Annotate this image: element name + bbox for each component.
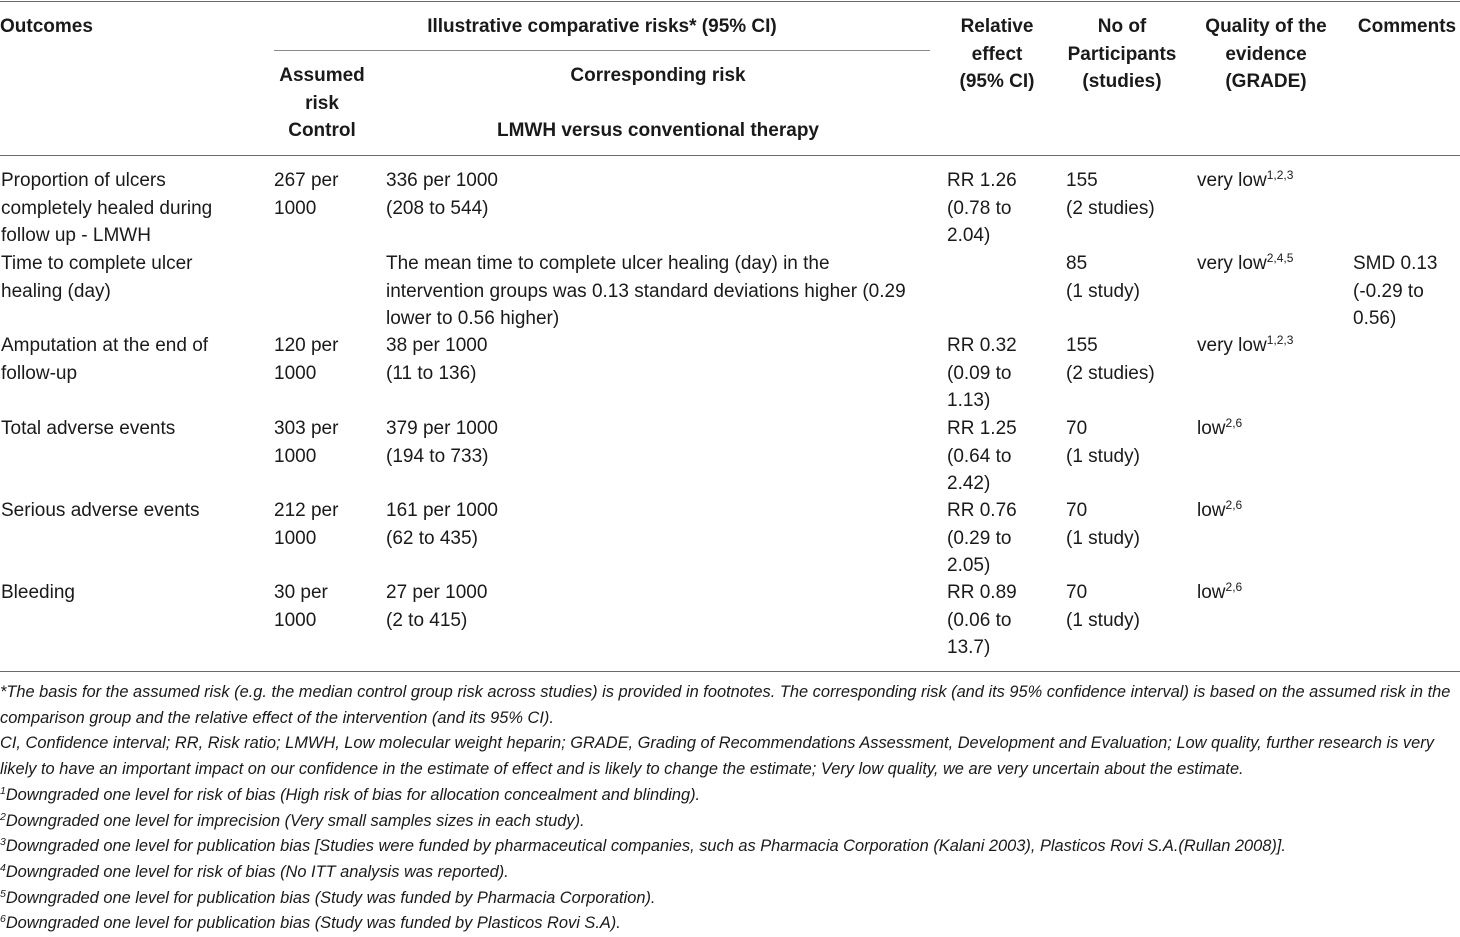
- cell-quality: [1197, 579, 1242, 607]
- quality-rating: very low: [1197, 170, 1267, 191]
- footnote-text: Downgraded one level for publication bias (Study was funded by Plasticos Rovi S.A).: [5, 914, 621, 933]
- cell-assumed-risk: 303 per 1000: [274, 418, 339, 467]
- footnote-item: [0, 860, 1460, 886]
- table-top-rule: [0, 1, 1460, 2]
- footnote-item: [0, 783, 1460, 809]
- cell-participants: 70 (1 study): [1066, 582, 1140, 631]
- cell-relative-effect: RR 0.89 (0.06 to 13.7): [947, 582, 1017, 658]
- footnote-text: Downgraded one level for risk of bias (No ITT analysis was reported).: [5, 862, 509, 881]
- footnote-item: [0, 911, 1460, 937]
- footnote-refs: 1,2,3: [1266, 333, 1294, 347]
- footnote-refs: 2,6: [1225, 498, 1243, 512]
- footnote-number: 4: [0, 861, 6, 874]
- cell-corresponding-risk: 336 per 1000 (208 to 544): [386, 170, 498, 219]
- cell-outcome: Total adverse events: [1, 418, 176, 439]
- header-illustrative-risks: Illustrative comparative risks* (95% CI): [427, 16, 777, 37]
- footnote-refs: 1,2,3: [1266, 168, 1294, 182]
- cell-quality: [1197, 415, 1242, 443]
- cell-quality: [1197, 250, 1293, 278]
- quality-rating: very low: [1197, 335, 1267, 356]
- table-bottom-rule: [0, 671, 1460, 672]
- footnote-number: 5: [0, 887, 6, 900]
- footnote-text: Downgraded one level for publication bias (Study was funded by Pharmacia Corporation).: [5, 888, 656, 907]
- cell-corresponding-risk: 38 per 1000 (11 to 136): [386, 335, 488, 384]
- header-comments: Comments: [1357, 16, 1457, 37]
- cell-relative-effect: RR 0.32 (0.09 to 1.13): [947, 335, 1017, 411]
- cell-corresponding-risk: 161 per 1000 (62 to 435): [386, 500, 498, 549]
- table-footnotes: [0, 680, 1460, 937]
- header-outcomes: Outcomes: [0, 16, 93, 37]
- header-quality: Quality of the evidence (GRADE): [1205, 16, 1327, 92]
- cell-quality: [1197, 332, 1293, 360]
- cell-outcome: Time to complete ulcer healing (day): [1, 253, 193, 302]
- footnote-number: 1: [0, 784, 6, 797]
- footnote-number: 3: [0, 836, 6, 849]
- cell-corresponding-risk: The mean time to complete ulcer healing (day) in the intervention groups was 0.13 standard deviations higher (0.29 lower to 0.56 higher): [386, 253, 906, 329]
- footnote-number: 2: [0, 810, 6, 823]
- quality-rating: low: [1197, 582, 1226, 603]
- cell-corresponding-risk: 379 per 1000 (194 to 733): [386, 418, 498, 467]
- footnote-text: Downgraded one level for risk of bias (High risk of bias for allocation concealment and blinding).: [5, 785, 701, 804]
- footnote-basis: *The basis for the assumed risk (e.g. the median control group risk across studies) is provided in footnotes. The corresponding risk (and its 95% confidence interval) is based on the assumed risk in the comparison group and the relative effect of the intervention (and its 95% CI).: [0, 683, 1451, 727]
- cell-outcome: Bleeding: [1, 582, 75, 603]
- header-comparison: LMWH versus conventional therapy: [496, 120, 819, 141]
- footnote-text: Downgraded one level for publication bias [Studies were funded by pharmaceutical companies, such as Pharmacia Corporation (Kalani 2003), Plasticos Rovi S.A.(Rullan 2008)].: [5, 837, 1286, 856]
- cell-assumed-risk: 120 per 1000: [274, 335, 339, 384]
- footnote-number: 6: [0, 913, 6, 926]
- footnote-abbreviations: CI, Confidence interval; RR, Risk ratio; LMWH, Low molecular weight heparin; GRADE, Grading of Recommendations Assessment, Development and Evaluation; Low quality, further research is very likely to have an important impact on our confidence in the estimate of effect and is likely to change the estimate; Very low quality, we are very uncertain about the estimate.: [0, 734, 1434, 779]
- cell-relative-effect: RR 0.76 (0.29 to 2.05): [947, 500, 1017, 576]
- footnote-refs: 2,4,5: [1266, 251, 1294, 265]
- cell-participants: 70 (1 study): [1066, 500, 1140, 549]
- header-relative-effect: Relative effect (95% CI): [959, 16, 1035, 92]
- footnote-text: Downgraded one level for imprecision (Very small samples sizes in each study).: [5, 811, 585, 830]
- cell-outcome: Proportion of ulcers completely healed during follow up - LMWH: [1, 170, 213, 246]
- footnote-refs: 2,6: [1225, 580, 1243, 594]
- cell-corresponding-risk: 27 per 1000 (2 to 415): [386, 582, 488, 631]
- header-corresponding-risk: Corresponding risk: [570, 65, 746, 86]
- cell-assumed-risk: 212 per 1000: [274, 500, 339, 549]
- header-assumed-risk: Assumed risk Control: [279, 65, 365, 141]
- quality-rating: low: [1197, 418, 1226, 439]
- footnote-item: [0, 886, 1460, 912]
- cell-outcome: Amputation at the end of follow-up: [1, 335, 209, 384]
- cell-assumed-risk: 267 per 1000: [274, 170, 339, 219]
- footnote-refs: 2,6: [1225, 416, 1243, 430]
- cell-quality: [1197, 167, 1293, 195]
- quality-rating: very low: [1197, 253, 1267, 274]
- column-group-rule: [274, 50, 930, 51]
- cell-participants: 85 (1 study): [1066, 253, 1140, 302]
- cell-comments: SMD 0.13 (-0.29 to 0.56): [1353, 253, 1438, 329]
- quality-rating: low: [1197, 500, 1226, 521]
- cell-participants: 155 (2 studies): [1066, 335, 1155, 384]
- cell-assumed-risk: 30 per 1000: [274, 582, 328, 631]
- cell-relative-effect: RR 1.25 (0.64 to 2.42): [947, 418, 1017, 494]
- cell-quality: [1197, 497, 1242, 525]
- header-bottom-rule: [0, 155, 1460, 156]
- cell-participants: 70 (1 study): [1066, 418, 1140, 467]
- footnote-item: [0, 809, 1460, 835]
- cell-outcome: Serious adverse events: [1, 500, 200, 521]
- cell-relative-effect: RR 1.26 (0.78 to 2.04): [947, 170, 1017, 246]
- footnote-item: [0, 834, 1460, 860]
- cell-participants: 155 (2 studies): [1066, 170, 1155, 219]
- header-participants: No of Participants (studies): [1067, 16, 1177, 92]
